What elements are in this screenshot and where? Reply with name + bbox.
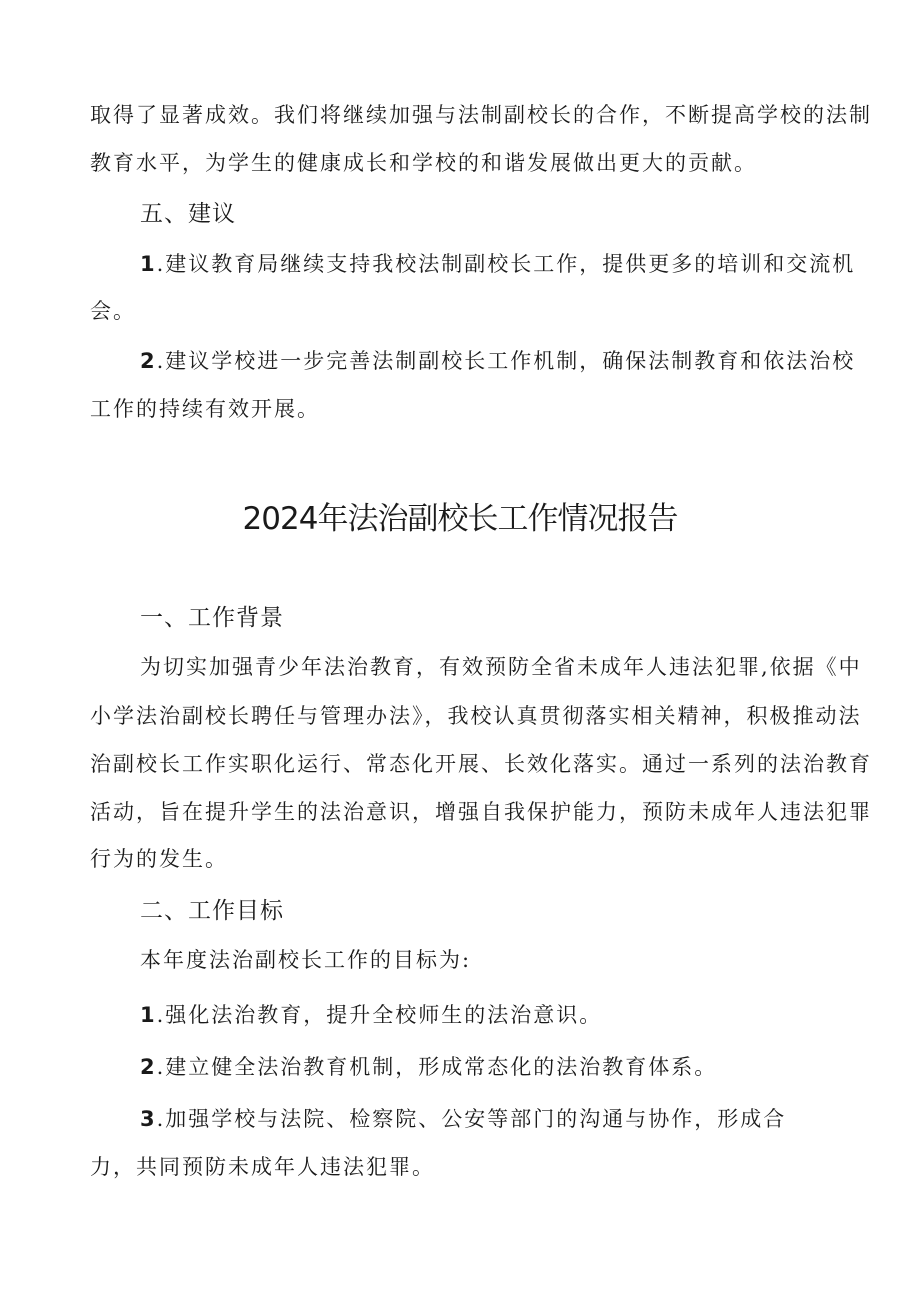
background-line-1: 为切实加强青少年法治教育，有效预防全省未成年人违法犯罪,依据《中 bbox=[140, 655, 862, 679]
suggestion-1-number: 1 bbox=[140, 252, 157, 276]
suggestion-2-text: .建议学校进一步完善法制副校长工作机制，确保法制教育和依法治校 bbox=[156, 349, 856, 373]
suggestion-1-text: .建议教育局继续支持我校法制副校长工作，提供更多的培训和交流机 bbox=[156, 252, 856, 276]
goal-3-line-2: 力，共同预防未成年人违法犯罪。 bbox=[90, 1155, 435, 1179]
goal-2 bbox=[140, 1052, 717, 1082]
section-5-heading: 五、建议 bbox=[140, 201, 236, 227]
suggestion-2-line-2: 工作的持续有效开展。 bbox=[90, 397, 320, 421]
goal-1-number: 1 bbox=[140, 1003, 157, 1027]
suggestion-2-line-1 bbox=[140, 346, 855, 376]
background-line-5: 行为的发生。 bbox=[90, 847, 228, 871]
suggestion-1-line-2: 会。 bbox=[90, 299, 136, 323]
goal-3-line-1 bbox=[140, 1104, 786, 1134]
goal-1-text: .强化法治教育，提升全校师生的法治意识。 bbox=[156, 1003, 603, 1027]
goal-2-number: 2 bbox=[140, 1055, 157, 1079]
background-line-2: 小学法治副校长聘任与管理办法》，我校认真贯彻落实相关精神，积极推动法 bbox=[90, 704, 862, 728]
section-1-heading: 一、工作背景 bbox=[140, 605, 284, 631]
background-line-4: 活动，旨在提升学生的法治意识，增强自我保护能力，预防未成年人违法犯罪 bbox=[90, 800, 872, 824]
report-title: 2024年法治副校长工作情况报告 bbox=[242, 501, 678, 537]
suggestion-2-number: 2 bbox=[140, 349, 157, 373]
goal-3-text: .加强学校与法院、检察院、公安等部门的沟通与协作，形成合 bbox=[156, 1107, 787, 1131]
goal-1 bbox=[140, 1000, 602, 1030]
goal-3-number: 3 bbox=[140, 1107, 157, 1131]
goals-intro: 本年度法治副校长工作的目标为: bbox=[140, 948, 472, 972]
section-2-heading: 二、工作目标 bbox=[140, 898, 284, 924]
intro-line-2: 教育水平，为学生的健康成长和学校的和谐发展做出更大的贡献。 bbox=[90, 151, 757, 175]
background-line-3: 治副校长工作实职化运行、常态化开展、长效化落实。通过一系列的法治教育 bbox=[90, 752, 872, 776]
suggestion-1-line-1 bbox=[140, 249, 855, 279]
intro-line-1: 取得了显著成效。我们将继续加强与法制副校长的合作，不断提高学校的法制 bbox=[90, 103, 872, 127]
goal-2-text: .建立健全法治教育机制，形成常态化的法治教育体系。 bbox=[156, 1055, 718, 1079]
